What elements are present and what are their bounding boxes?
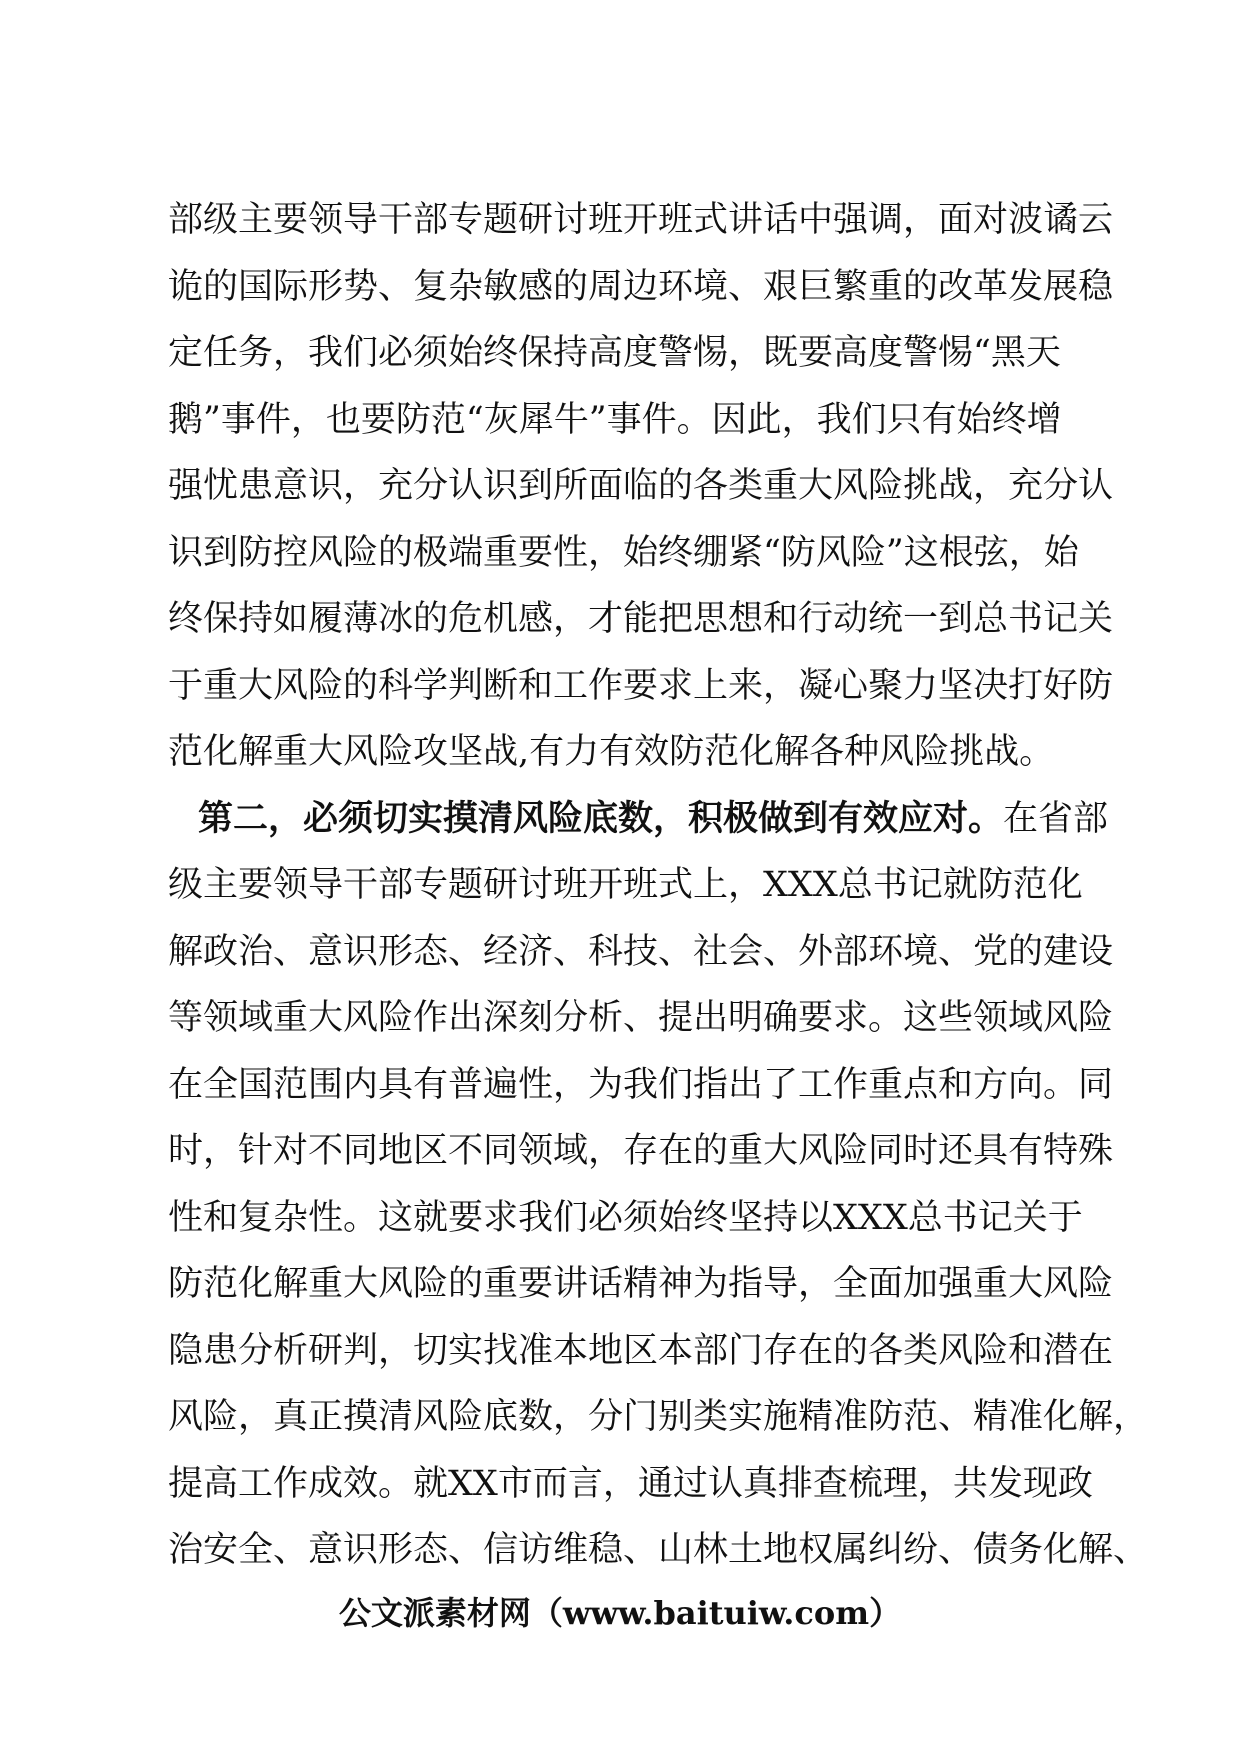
text-line: 终保持如履薄冰的危机感，才能把思想和行动统一到总书记关 <box>168 599 1114 639</box>
paragraph-2-first-rest: 在省部 <box>1003 798 1109 839</box>
text-line: 定任务，我们必须始终保持高度警惕，既要高度警惕“黑天 <box>168 333 1061 373</box>
text-line: 时，针对不同地区不同领域，存在的重大风险同时还具有特殊 <box>168 1131 1114 1171</box>
text-line: 解政治、意识形态、经济、科技、社会、外部环境、党的建设 <box>168 931 1114 972</box>
text-line: 鹅”事件，也要防范“灰犀牛”事件。因此，我们只有始终增 <box>168 399 1062 440</box>
text-line: 于重大风险的科学判断和工作要求上来，凝心聚力坚决打好防 <box>168 665 1114 706</box>
text-line: 等领域重大风险作出深刻分析、提出明确要求。这些领域风险 <box>168 998 1114 1038</box>
text-line: 治安全、意识形态、信访维稳、山林土地权属纠纷、债务化解、 <box>168 1530 1149 1570</box>
text-line: 性和复杂性。这就要求我们必须始终坚持以XXX总书记关于 <box>168 1197 1083 1238</box>
body-text <box>168 187 1149 1584</box>
text-line: 部级主要领导干部专题研讨班开班式讲话中强调，面对波谲云 <box>168 200 1114 240</box>
text-line: 识到防控风险的极端重要性，始终绷紧“防风险”这根弦，始 <box>168 532 1079 573</box>
text-line: 防范化解重大风险的重要讲话精神为指导，全面加强重大风险 <box>168 1264 1114 1304</box>
text-line: 级主要领导干部专题研讨班开班式上，XXX总书记就防范化 <box>168 865 1083 905</box>
text-line: 提高工作成效。就XX市而言，通过认真排查梳理，共发现政 <box>168 1463 1093 1504</box>
text-line: 诡的国际形势、复杂敏感的周边环境、艰巨繁重的改革发展稳 <box>168 266 1114 307</box>
page-footer: 公文派素材网（www.baituiw.com） <box>338 1594 902 1632</box>
text-line: 范化解重大风险攻坚战,有力有效防范化解各种风险挑战。 <box>168 732 1055 772</box>
text-line: 在全国范围内具有普遍性，为我们指出了工作重点和方向。同 <box>168 1064 1114 1105</box>
text-line: 风险，真正摸清风险底数，分门别类实施精准防范、精准化解， <box>168 1397 1149 1437</box>
paragraph-2-heading: 第二，必须切实摸清风险底数，积极做到有效应对。 <box>198 797 1004 839</box>
paragraph-2-first-line <box>168 786 1109 853</box>
text-line: 隐患分析研判，切实找准本地区本部门存在的各类风险和潜在 <box>168 1330 1114 1371</box>
text-line: 强忧患意识，充分认识到所面临的各类重大风险挑战，充分认 <box>168 466 1114 506</box>
